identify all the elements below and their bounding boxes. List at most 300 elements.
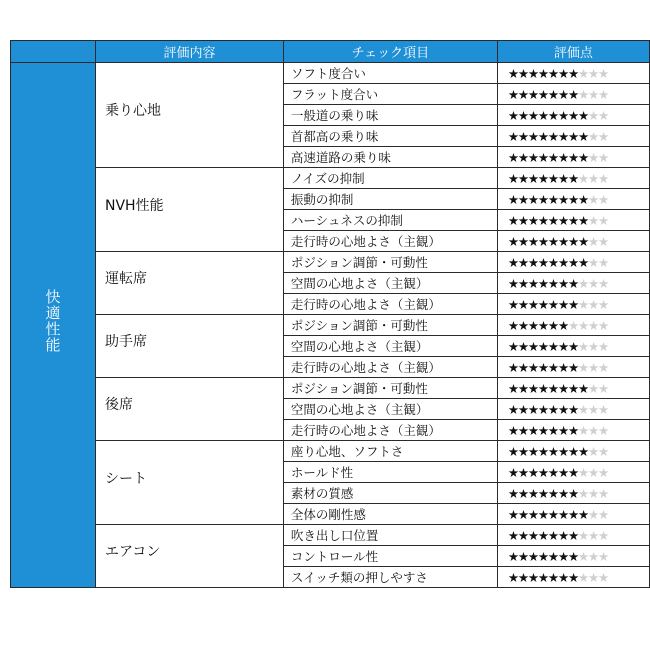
star-empty-icon: ★ [587, 149, 598, 165]
star-filled-icon: ★ [527, 86, 538, 102]
star-empty-icon: ★ [598, 317, 609, 333]
star-filled-icon: ★ [507, 65, 518, 81]
group-name: 助手席 [105, 334, 147, 350]
star-filled-icon: ★ [517, 86, 528, 102]
header-blank [11, 41, 96, 63]
star-filled-icon: ★ [547, 149, 558, 165]
star-filled-icon: ★ [547, 422, 558, 438]
star-empty-icon: ★ [577, 569, 588, 585]
star-filled-icon: ★ [517, 191, 528, 207]
check-item: ソフト度合い [283, 63, 497, 84]
star-filled-icon: ★ [517, 149, 528, 165]
star-empty-icon: ★ [598, 506, 609, 522]
star-filled-icon: ★ [577, 380, 588, 396]
check-item: 走行時の心地よさ（主観） [283, 294, 497, 315]
star-filled-icon: ★ [507, 191, 518, 207]
star-empty-icon: ★ [577, 317, 588, 333]
star-filled-icon: ★ [507, 170, 518, 186]
star-empty-icon: ★ [587, 443, 598, 459]
star-empty-icon: ★ [587, 170, 598, 186]
star-empty-icon: ★ [577, 401, 588, 417]
check-item: ポジション調節・可動性 [283, 252, 497, 273]
star-empty-icon: ★ [587, 548, 598, 564]
star-filled-icon: ★ [537, 170, 548, 186]
star-filled-icon: ★ [517, 233, 528, 249]
star-filled-icon: ★ [527, 170, 538, 186]
star-empty-icon: ★ [598, 86, 609, 102]
star-rating [497, 357, 649, 378]
star-filled-icon: ★ [547, 65, 558, 81]
star-filled-icon: ★ [567, 485, 578, 501]
star-filled-icon: ★ [517, 380, 528, 396]
star-empty-icon: ★ [598, 107, 609, 123]
star-filled-icon: ★ [577, 254, 588, 270]
star-empty-icon: ★ [598, 338, 609, 354]
star-filled-icon: ★ [557, 380, 568, 396]
star-filled-icon: ★ [567, 506, 578, 522]
star-filled-icon: ★ [547, 401, 558, 417]
star-empty-icon: ★ [587, 254, 598, 270]
star-filled-icon: ★ [547, 212, 558, 228]
star-filled-icon: ★ [527, 191, 538, 207]
star-filled-icon: ★ [537, 485, 548, 501]
group-cell [96, 525, 284, 588]
star-filled-icon: ★ [577, 107, 588, 123]
header-row [11, 41, 650, 63]
star-filled-icon: ★ [507, 506, 518, 522]
star-filled-icon: ★ [507, 233, 518, 249]
star-filled-icon: ★ [547, 107, 558, 123]
star-filled-icon: ★ [567, 527, 578, 543]
group-cell [96, 378, 284, 441]
star-filled-icon: ★ [537, 212, 548, 228]
star-empty-icon: ★ [598, 359, 609, 375]
star-filled-icon: ★ [517, 296, 528, 312]
star-filled-icon: ★ [527, 338, 538, 354]
star-rating [497, 252, 649, 273]
star-filled-icon: ★ [507, 380, 518, 396]
star-filled-icon: ★ [557, 86, 568, 102]
star-filled-icon: ★ [537, 401, 548, 417]
star-empty-icon: ★ [577, 275, 588, 291]
star-filled-icon: ★ [517, 107, 528, 123]
star-filled-icon: ★ [557, 65, 568, 81]
star-filled-icon: ★ [577, 506, 588, 522]
star-filled-icon: ★ [547, 296, 558, 312]
group-name: 運転席 [105, 271, 147, 287]
star-empty-icon: ★ [587, 527, 598, 543]
star-filled-icon: ★ [567, 212, 578, 228]
star-filled-icon: ★ [567, 107, 578, 123]
star-filled-icon: ★ [567, 464, 578, 480]
star-filled-icon: ★ [547, 233, 558, 249]
star-filled-icon: ★ [507, 443, 518, 459]
star-filled-icon: ★ [557, 149, 568, 165]
table-row [11, 441, 650, 462]
star-filled-icon: ★ [507, 107, 518, 123]
star-filled-icon: ★ [537, 65, 548, 81]
star-rating [497, 84, 649, 105]
star-rating [497, 168, 649, 189]
star-filled-icon: ★ [527, 212, 538, 228]
star-filled-icon: ★ [507, 422, 518, 438]
star-filled-icon: ★ [507, 359, 518, 375]
group-name: エアコン [105, 544, 161, 560]
check-item: 走行時の心地よさ（主観） [283, 420, 497, 441]
star-filled-icon: ★ [507, 128, 518, 144]
star-filled-icon: ★ [577, 443, 588, 459]
star-filled-icon: ★ [537, 107, 548, 123]
check-item: ポジション調節・可動性 [283, 315, 497, 336]
star-filled-icon: ★ [537, 86, 548, 102]
star-filled-icon: ★ [507, 401, 518, 417]
star-filled-icon: ★ [537, 317, 548, 333]
star-filled-icon: ★ [517, 443, 528, 459]
star-filled-icon: ★ [527, 275, 538, 291]
category-cell [11, 63, 96, 588]
star-empty-icon: ★ [598, 275, 609, 291]
star-empty-icon: ★ [598, 65, 609, 81]
star-filled-icon: ★ [517, 548, 528, 564]
star-filled-icon: ★ [567, 65, 578, 81]
star-filled-icon: ★ [527, 506, 538, 522]
check-item: フラット度合い [283, 84, 497, 105]
star-filled-icon: ★ [557, 485, 568, 501]
group-name: NVH性能 [105, 197, 164, 214]
star-filled-icon: ★ [507, 569, 518, 585]
star-empty-icon: ★ [598, 233, 609, 249]
star-filled-icon: ★ [557, 212, 568, 228]
star-filled-icon: ★ [567, 233, 578, 249]
star-filled-icon: ★ [557, 191, 568, 207]
star-filled-icon: ★ [517, 275, 528, 291]
star-empty-icon: ★ [577, 548, 588, 564]
star-filled-icon: ★ [577, 233, 588, 249]
star-empty-icon: ★ [577, 296, 588, 312]
star-filled-icon: ★ [547, 485, 558, 501]
star-empty-icon: ★ [587, 128, 598, 144]
star-filled-icon: ★ [517, 359, 528, 375]
star-filled-icon: ★ [507, 317, 518, 333]
star-filled-icon: ★ [557, 527, 568, 543]
star-empty-icon: ★ [587, 464, 598, 480]
check-item: ホールド性 [283, 462, 497, 483]
star-filled-icon: ★ [527, 527, 538, 543]
star-filled-icon: ★ [507, 548, 518, 564]
star-filled-icon: ★ [507, 338, 518, 354]
star-filled-icon: ★ [537, 233, 548, 249]
star-filled-icon: ★ [567, 380, 578, 396]
check-item: 走行時の心地よさ（主観） [283, 231, 497, 252]
star-filled-icon: ★ [537, 359, 548, 375]
star-filled-icon: ★ [537, 548, 548, 564]
star-rating [497, 315, 649, 336]
star-empty-icon: ★ [587, 191, 598, 207]
star-rating [497, 273, 649, 294]
star-empty-icon: ★ [587, 485, 598, 501]
table-row [11, 63, 650, 84]
star-empty-icon: ★ [598, 128, 609, 144]
check-item: 振動の抑制 [283, 189, 497, 210]
check-item: 首都高の乗り味 [283, 126, 497, 147]
group-cell [96, 441, 284, 525]
star-filled-icon: ★ [557, 443, 568, 459]
star-empty-icon: ★ [577, 170, 588, 186]
table-row [11, 525, 650, 546]
star-filled-icon: ★ [507, 254, 518, 270]
star-filled-icon: ★ [557, 128, 568, 144]
star-filled-icon: ★ [527, 128, 538, 144]
star-filled-icon: ★ [567, 338, 578, 354]
star-rating [497, 105, 649, 126]
star-empty-icon: ★ [598, 464, 609, 480]
star-filled-icon: ★ [517, 317, 528, 333]
star-filled-icon: ★ [557, 401, 568, 417]
star-filled-icon: ★ [567, 149, 578, 165]
star-filled-icon: ★ [507, 464, 518, 480]
star-rating [497, 189, 649, 210]
check-item: 高速道路の乗り味 [283, 147, 497, 168]
star-filled-icon: ★ [507, 485, 518, 501]
star-empty-icon: ★ [587, 338, 598, 354]
star-rating [497, 462, 649, 483]
star-filled-icon: ★ [557, 296, 568, 312]
star-filled-icon: ★ [557, 317, 568, 333]
star-empty-icon: ★ [587, 275, 598, 291]
star-filled-icon: ★ [557, 569, 568, 585]
check-item: コントロール性 [283, 546, 497, 567]
star-filled-icon: ★ [557, 254, 568, 270]
star-rating [497, 441, 649, 462]
star-filled-icon: ★ [547, 317, 558, 333]
star-filled-icon: ★ [537, 338, 548, 354]
star-filled-icon: ★ [547, 359, 558, 375]
evaluation-sheet [10, 40, 650, 588]
check-item: 座り心地、ソフトさ [283, 441, 497, 462]
star-empty-icon: ★ [577, 527, 588, 543]
star-filled-icon: ★ [527, 149, 538, 165]
star-filled-icon: ★ [557, 170, 568, 186]
star-filled-icon: ★ [577, 191, 588, 207]
star-empty-icon: ★ [587, 233, 598, 249]
star-filled-icon: ★ [557, 548, 568, 564]
check-item: 空間の心地よさ（主観） [283, 273, 497, 294]
star-filled-icon: ★ [527, 233, 538, 249]
star-filled-icon: ★ [577, 149, 588, 165]
star-filled-icon: ★ [527, 317, 538, 333]
star-filled-icon: ★ [557, 359, 568, 375]
star-rating [497, 336, 649, 357]
header-score: 評価点 [497, 41, 649, 63]
group-cell [96, 315, 284, 378]
star-rating [497, 546, 649, 567]
star-filled-icon: ★ [517, 170, 528, 186]
star-filled-icon: ★ [547, 86, 558, 102]
star-empty-icon: ★ [598, 170, 609, 186]
star-filled-icon: ★ [567, 443, 578, 459]
header-evaluation-content: 評価内容 [96, 41, 284, 63]
star-rating [497, 231, 649, 252]
star-filled-icon: ★ [517, 464, 528, 480]
star-empty-icon: ★ [598, 569, 609, 585]
table-row [11, 252, 650, 273]
star-empty-icon: ★ [598, 401, 609, 417]
star-filled-icon: ★ [547, 128, 558, 144]
check-item: 一般道の乗り味 [283, 105, 497, 126]
star-filled-icon: ★ [507, 86, 518, 102]
star-filled-icon: ★ [567, 422, 578, 438]
star-filled-icon: ★ [537, 296, 548, 312]
star-filled-icon: ★ [547, 338, 558, 354]
star-empty-icon: ★ [598, 149, 609, 165]
star-filled-icon: ★ [537, 464, 548, 480]
star-rating [497, 420, 649, 441]
check-item: スイッチ類の押しやすさ [283, 567, 497, 588]
check-item: ハーシュネスの抑制 [283, 210, 497, 231]
star-filled-icon: ★ [547, 191, 558, 207]
star-filled-icon: ★ [547, 380, 558, 396]
star-empty-icon: ★ [587, 212, 598, 228]
star-filled-icon: ★ [547, 254, 558, 270]
star-filled-icon: ★ [547, 569, 558, 585]
star-empty-icon: ★ [598, 527, 609, 543]
group-name: 乗り心地 [105, 103, 161, 119]
star-filled-icon: ★ [517, 569, 528, 585]
star-filled-icon: ★ [527, 359, 538, 375]
star-filled-icon: ★ [527, 401, 538, 417]
star-rating [497, 525, 649, 546]
star-empty-icon: ★ [587, 65, 598, 81]
star-filled-icon: ★ [547, 464, 558, 480]
table-row [11, 315, 650, 336]
check-item: 素材の質感 [283, 483, 497, 504]
star-filled-icon: ★ [547, 527, 558, 543]
star-empty-icon: ★ [598, 485, 609, 501]
table-row [11, 378, 650, 399]
star-filled-icon: ★ [507, 296, 518, 312]
star-rating [497, 483, 649, 504]
star-empty-icon: ★ [598, 422, 609, 438]
star-filled-icon: ★ [537, 506, 548, 522]
star-filled-icon: ★ [537, 149, 548, 165]
star-empty-icon: ★ [587, 506, 598, 522]
star-filled-icon: ★ [537, 443, 548, 459]
star-empty-icon: ★ [577, 359, 588, 375]
star-filled-icon: ★ [567, 296, 578, 312]
star-filled-icon: ★ [557, 275, 568, 291]
star-empty-icon: ★ [598, 443, 609, 459]
star-filled-icon: ★ [527, 107, 538, 123]
star-empty-icon: ★ [577, 485, 588, 501]
star-rating [497, 126, 649, 147]
star-filled-icon: ★ [537, 422, 548, 438]
star-filled-icon: ★ [567, 86, 578, 102]
star-filled-icon: ★ [547, 443, 558, 459]
star-empty-icon: ★ [598, 296, 609, 312]
star-filled-icon: ★ [547, 506, 558, 522]
category-label: 快適性能 [43, 289, 62, 353]
star-filled-icon: ★ [527, 254, 538, 270]
check-item: 空間の心地よさ（主観） [283, 399, 497, 420]
star-rating [497, 147, 649, 168]
group-cell [96, 63, 284, 168]
star-filled-icon: ★ [557, 422, 568, 438]
star-filled-icon: ★ [537, 569, 548, 585]
check-item: ポジション調節・可動性 [283, 378, 497, 399]
star-filled-icon: ★ [557, 464, 568, 480]
group-cell [96, 168, 284, 252]
star-filled-icon: ★ [557, 338, 568, 354]
star-filled-icon: ★ [507, 275, 518, 291]
header-check-item: チェック項目 [283, 41, 497, 63]
star-empty-icon: ★ [587, 317, 598, 333]
star-filled-icon: ★ [567, 254, 578, 270]
star-empty-icon: ★ [598, 254, 609, 270]
star-empty-icon: ★ [598, 212, 609, 228]
star-filled-icon: ★ [577, 128, 588, 144]
star-empty-icon: ★ [598, 191, 609, 207]
star-filled-icon: ★ [537, 275, 548, 291]
star-filled-icon: ★ [567, 401, 578, 417]
star-empty-icon: ★ [598, 380, 609, 396]
star-filled-icon: ★ [567, 275, 578, 291]
star-empty-icon: ★ [577, 422, 588, 438]
star-filled-icon: ★ [527, 485, 538, 501]
star-empty-icon: ★ [587, 86, 598, 102]
star-filled-icon: ★ [517, 527, 528, 543]
star-filled-icon: ★ [527, 65, 538, 81]
star-rating [497, 567, 649, 588]
star-empty-icon: ★ [598, 548, 609, 564]
star-rating [497, 378, 649, 399]
star-filled-icon: ★ [557, 233, 568, 249]
star-filled-icon: ★ [517, 212, 528, 228]
star-filled-icon: ★ [527, 296, 538, 312]
star-rating [497, 294, 649, 315]
star-filled-icon: ★ [537, 380, 548, 396]
group-name: 後席 [105, 397, 133, 413]
star-filled-icon: ★ [527, 569, 538, 585]
star-rating [497, 210, 649, 231]
star-filled-icon: ★ [517, 338, 528, 354]
star-empty-icon: ★ [587, 359, 598, 375]
star-filled-icon: ★ [537, 254, 548, 270]
check-item: 吹き出し口位置 [283, 525, 497, 546]
star-filled-icon: ★ [567, 170, 578, 186]
star-empty-icon: ★ [567, 317, 578, 333]
star-empty-icon: ★ [577, 86, 588, 102]
star-filled-icon: ★ [567, 548, 578, 564]
star-filled-icon: ★ [527, 548, 538, 564]
star-filled-icon: ★ [547, 170, 558, 186]
star-filled-icon: ★ [517, 506, 528, 522]
star-filled-icon: ★ [567, 191, 578, 207]
star-empty-icon: ★ [587, 569, 598, 585]
check-item: 走行時の心地よさ（主観） [283, 357, 497, 378]
star-filled-icon: ★ [507, 149, 518, 165]
star-filled-icon: ★ [517, 65, 528, 81]
star-empty-icon: ★ [577, 464, 588, 480]
star-filled-icon: ★ [517, 128, 528, 144]
star-filled-icon: ★ [507, 527, 518, 543]
star-empty-icon: ★ [587, 422, 598, 438]
star-filled-icon: ★ [547, 548, 558, 564]
star-filled-icon: ★ [537, 527, 548, 543]
star-filled-icon: ★ [507, 212, 518, 228]
check-item: ノイズの抑制 [283, 168, 497, 189]
star-filled-icon: ★ [517, 254, 528, 270]
star-filled-icon: ★ [557, 107, 568, 123]
